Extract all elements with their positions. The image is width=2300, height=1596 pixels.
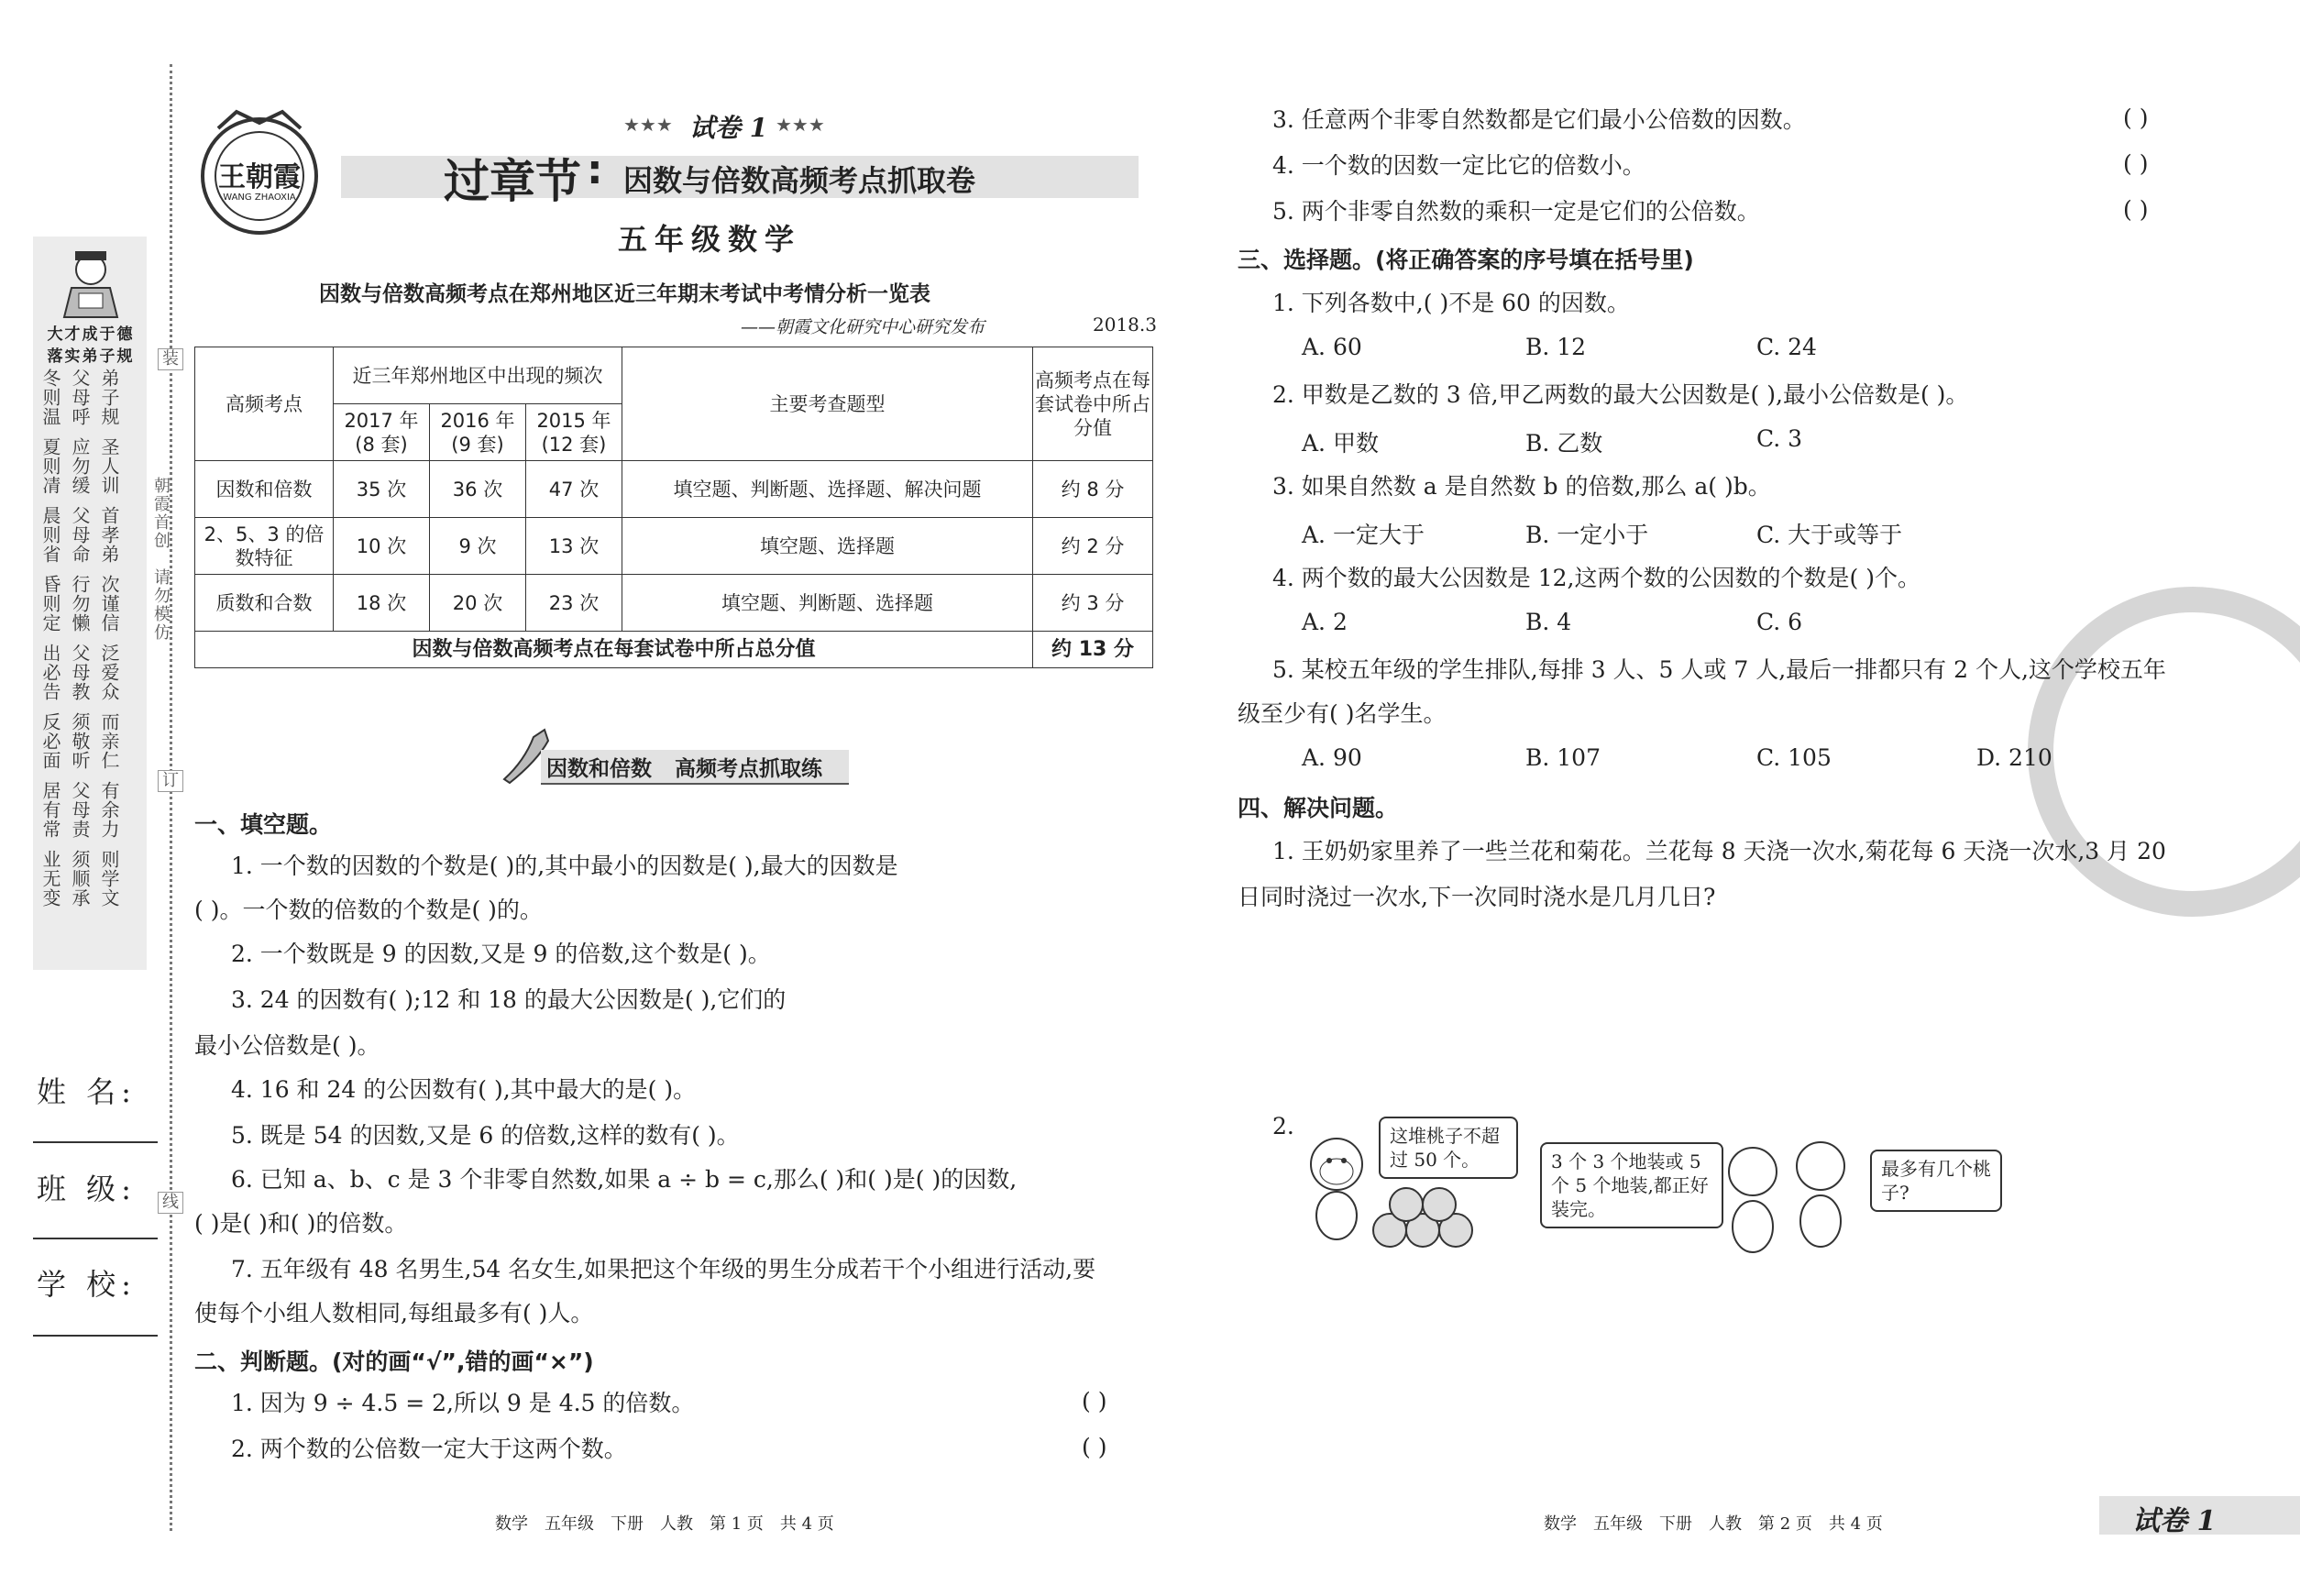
fill-q1-cont: ( )。一个数的倍数的个数是( )的。 (194, 897, 543, 923)
choice-q1: 1. 下列各数中,( )不是 60 的因数。 (1272, 290, 1630, 316)
choice-option[interactable]: B. 一定小于 (1525, 522, 1649, 548)
rule-text: 夏则凊 (39, 437, 61, 495)
sidebar-banner-1: 大才成于德 (47, 325, 135, 344)
school-field[interactable] (33, 1335, 158, 1337)
rule-text: 首孝弟 (98, 506, 120, 564)
school-label: 学 校: (37, 1267, 137, 1302)
rule-text: 应勿缓 (69, 437, 91, 495)
choice-option[interactable]: C. 大于或等于 (1756, 522, 1903, 548)
table-year: 2018.3 (1093, 314, 1157, 336)
section-solve-title: 四、解决问题。 (1238, 795, 1399, 821)
rule-text: 泛爱众 (98, 644, 120, 701)
rule-text: 而亲仁 (98, 712, 120, 770)
margin-note-1: 朝霞首创 (151, 477, 171, 550)
fill-q4: 4. 16 和 24 的公因数有( ),其中最大的是( )。 (231, 1076, 697, 1103)
choice-option[interactable]: A. 90 (1302, 744, 1362, 771)
rule-text: 父母责 (69, 781, 91, 839)
margin-tag-zhuang: 装 (158, 348, 183, 370)
rule-text: 有余力 (98, 781, 120, 839)
choice-option[interactable]: A. 甲数 (1302, 430, 1379, 457)
margin-tag-xian: 线 (158, 1192, 183, 1214)
speech-bubble-2: 3 个 3 个地装或 5 个 5 个地装,都正好装完。 (1540, 1142, 1723, 1228)
section-fill-title: 一、填空题。 (194, 811, 333, 838)
brand-logo-text: 王朝霞 (218, 161, 301, 193)
table-head-score: 高频考点在每套试卷中所占分值 (1033, 347, 1153, 461)
grade-title: 五年级数学 (618, 222, 802, 257)
rule-text: 晨则省 (39, 506, 61, 564)
rule-text: 次谨信 (98, 575, 120, 633)
table-row: 2、5、3 的倍数特征 10 次 9 次 13 次 填空题、选择题 约 2 分 (195, 518, 1153, 575)
answer-paren[interactable]: ( ) (2123, 150, 2149, 177)
rule-text: 居有常 (39, 781, 61, 839)
stamp-watermark (2028, 587, 2300, 917)
judge-q5: 5. 两个非零自然数的乘积一定是它们的公倍数。 (1272, 198, 1760, 225)
choice-option[interactable]: B. 12 (1525, 334, 1587, 360)
choice-option[interactable]: A. 60 (1302, 334, 1362, 360)
table-head-year: 2015 年 (12 套) (526, 404, 622, 461)
judge-q4: 4. 一个数的因数一定比它的倍数小。 (1272, 152, 1645, 179)
rule-text: 须敬听 (69, 712, 91, 770)
choice-q5-cont: 级至少有( )名学生。 (1238, 700, 1447, 727)
table-head-types: 主要考查题型 (622, 347, 1033, 461)
rule-text: 昏则定 (39, 575, 61, 633)
fill-q3-cont: 最小公倍数是( )。 (194, 1032, 380, 1059)
judge-q3: 3. 任意两个非零自然数都是它们最小公倍数的因数。 (1272, 106, 1806, 133)
sidebar-banner-2: 落实弟子规 (47, 347, 135, 366)
scholar-figure-icon (51, 246, 130, 319)
main-title: 过章节 (444, 155, 581, 208)
rule-text: 须顺承 (69, 850, 91, 908)
stars-left: ★★★ (623, 114, 673, 136)
choice-q3: 3. 如果自然数 a 是自然数 b 的倍数,那么 a( )b。 (1272, 473, 1771, 500)
rule-text: 业无变 (39, 850, 61, 908)
choice-option[interactable]: C. 105 (1756, 744, 1832, 771)
name-label: 姓 名: (37, 1074, 137, 1109)
judge-q1: 1. 因为 9 ÷ 4.5 = 2,所以 9 是 4.5 的倍数。 (231, 1390, 695, 1416)
choice-option[interactable]: B. 107 (1525, 744, 1601, 771)
answer-paren[interactable]: ( ) (1082, 1388, 1107, 1414)
table-head-year: 2017 年 (8 套) (334, 404, 430, 461)
main-title-colon: : (587, 147, 603, 193)
footer-paper-label: 试卷 1 (2132, 1505, 2217, 1537)
fill-q7: 7. 五年级有 48 名男生,54 名女生,如果把这个年级的男生分成若干个小组进行活动,要 (231, 1256, 1096, 1282)
stars-right: ★★★ (776, 114, 825, 136)
judge-q2: 2. 两个数的公倍数一定大于这两个数。 (231, 1436, 627, 1462)
fill-q6-cont: ( )是( )和( )的倍数。 (194, 1210, 408, 1237)
rule-text: 父母呼 (69, 369, 91, 426)
choice-q4: 4. 两个数的最大公因数是 12,这两个数的公因数的个数是( )个。 (1272, 565, 1920, 591)
monkeys-pair-icon (1712, 1129, 1859, 1258)
paper-label: 试卷 1 (689, 113, 768, 143)
fill-q2: 2. 一个数既是 9 的因数,又是 9 的倍数,这个数是( )。 (231, 941, 771, 967)
choice-option[interactable]: C. 24 (1756, 334, 1817, 360)
table-total-row: 因数与倍数高频考点在每套试卷中所占总分值 约 13 分 (195, 632, 1153, 668)
rule-text: 反必面 (39, 712, 61, 770)
class-field[interactable] (33, 1238, 158, 1239)
answer-paren[interactable]: ( ) (1082, 1434, 1107, 1460)
peaches-icon (1370, 1179, 1480, 1252)
choice-option[interactable]: A. 2 (1302, 609, 1348, 635)
choice-option[interactable]: C. 3 (1756, 425, 1803, 452)
fill-q7-cont: 使每个小组人数相同,每组最多有( )人。 (194, 1300, 594, 1326)
choice-q5: 5. 某校五年级的学生排队,每排 3 人、5 人或 7 人,最后一排都只有 2 个人,这个学校五年 (1272, 656, 2166, 683)
footer-page-2: 数学 五年级 下册 人教 第 2 页 共 4 页 (1544, 1514, 1883, 1534)
footer-page-1: 数学 五年级 下册 人教 第 1 页 共 4 页 (495, 1514, 834, 1534)
rule-text: 则学文 (98, 850, 120, 908)
choice-option[interactable]: A. 一定大于 (1302, 522, 1425, 548)
choice-q2: 2. 甲数是乙数的 3 倍,甲乙两数的最大公因数是( ),最小公倍数是( )。 (1272, 381, 1969, 408)
answer-paren[interactable]: ( ) (2123, 105, 2149, 131)
rule-text: 父母命 (69, 506, 91, 564)
section-judge-title: 二、判断题。(对的画“√”,错的画“×”) (194, 1348, 594, 1375)
table-head-topic: 高频考点 (195, 347, 334, 461)
rule-text: 行勿懒 (69, 575, 91, 633)
choice-option[interactable]: B. 乙数 (1525, 430, 1603, 457)
margin-note-2: 请勿模仿 (151, 568, 171, 642)
section-choice-title: 三、选择题。(将正确答案的序号填在括号里) (1238, 247, 1694, 273)
speech-bubble-1: 这堆桃子不超过 50 个。 (1379, 1117, 1518, 1179)
practice-banner-bold: 因数和倍数 (546, 757, 652, 781)
table-caption: 因数与倍数高频考点在郑州地区近三年期末考试中考情分析一览表 (319, 282, 930, 306)
solve-q1-cont: 日同时浇过一次水,下一次同时浇水是几月几日? (1238, 884, 1716, 910)
solve-q2-number: 2. (1272, 1113, 1294, 1139)
class-label: 班 级: (37, 1172, 137, 1206)
fill-q3: 3. 24 的因数有( );12 和 18 的最大公因数是( ),它们的 (231, 986, 787, 1013)
fill-q5: 5. 既是 54 的因数,又是 6 的倍数,这样的数有( )。 (231, 1122, 740, 1149)
table-source: ——朝霞文化研究中心研究发布 (741, 317, 985, 337)
table-row: 因数和倍数 35 次 36 次 47 次 填空题、判断题、选择题、解决问题 约 8 分 (195, 461, 1153, 518)
rule-text: 父母教 (69, 644, 91, 701)
stats-table (194, 347, 1153, 668)
table-head-year: 2016 年 (9 套) (430, 404, 526, 461)
name-field[interactable] (33, 1141, 158, 1143)
fill-q1: 1. 一个数的因数的个数是( )的,其中最小的因数是( ),最大的因数是 (231, 853, 898, 879)
practice-banner-rest: 高频考点抓取练 (675, 756, 822, 781)
choice-option[interactable]: C. 6 (1756, 609, 1803, 635)
margin-tag-ding: 订 (158, 770, 183, 792)
rule-text: 冬则温 (39, 369, 61, 426)
choice-option[interactable]: B. 4 (1525, 609, 1572, 635)
answer-paren[interactable]: ( ) (2123, 196, 2149, 223)
brand-logo-subtext: WANG ZHAOXIA (223, 193, 296, 203)
choice-option[interactable]: D. 210 (1976, 744, 2052, 771)
solve-q1: 1. 王奶奶家里养了一些兰花和菊花。兰花每 8 天浇一次水,菊花每 6 天浇一次水,3 月 20 (1272, 838, 2166, 864)
rule-text: 圣人训 (98, 437, 120, 495)
rule-text: 弟子规 (98, 369, 120, 426)
main-subtitle: 因数与倍数高频考点抓取卷 (623, 163, 976, 198)
rule-text: 出必告 (39, 644, 61, 701)
table-head-freq: 近三年郑州地区中出现的频次 (334, 347, 622, 404)
speech-bubble-3: 最多有几个桃子? (1870, 1150, 2002, 1212)
table-row: 质数和合数 18 次 20 次 23 次 填空题、判断题、选择题 约 3 分 (195, 575, 1153, 632)
fill-q6: 6. 已知 a、b、c 是 3 个非零自然数,如果 a ÷ b = c,那么( )和( )是( )的因数, (231, 1166, 1018, 1193)
